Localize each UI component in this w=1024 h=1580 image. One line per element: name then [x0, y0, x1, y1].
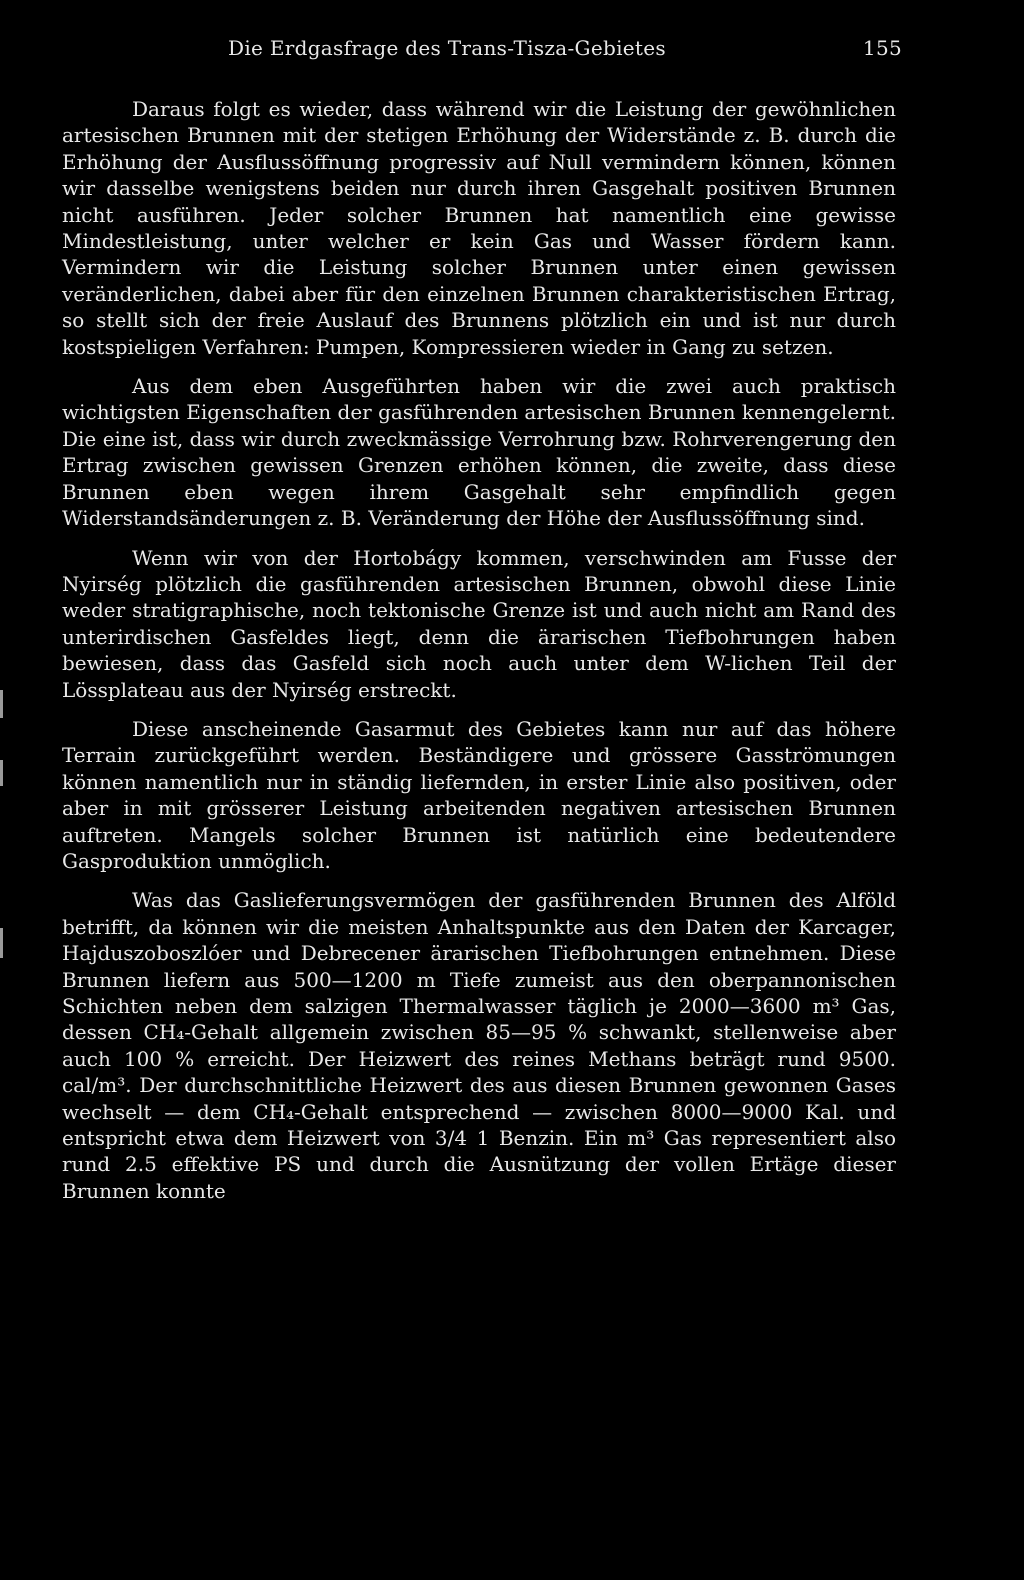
page-header	[212, 36, 902, 66]
running-title: Die Erdgasfrage des Trans-Tisza-Gebietes	[228, 36, 666, 60]
paragraph: Daraus folgt es wieder, dass während wir die Leistung der gewöhnlichen artesischen Brunnen mit der stetigen Erhöhung der Widerstände z. B. durch die Erhöhung der Ausflussöffnung progressiv auf Null vermindern können, können wir dasselbe wenigstens beiden nur durch ihren Gasgehalt positiven Brunnen nicht ausführen. Jeder solcher Brunnen hat namentlich eine gewisse Mindestleistung, unter welcher er kein Gas und Wasser fördern kann. Vermindern wir die Leistung solcher Brunnen unter einen gewissen veränderlichen, dabei aber für den einzelnen Brunnen charakteristischen Ertrag, so stellt sich der freie Auslauf des Brunnens plötzlich ein und ist nur durch kostspieligen Verfahren: Pumpen, Kompressieren wieder in Gang zu setzen.	[62, 97, 896, 359]
paragraph: Wenn wir von der Hortobágy kommen, verschwinden am Fusse der Nyirség plötzlich die gasführenden artesischen Brunnen, obwohl diese Linie weder stratigraphische, noch tektonische Grenze ist und auch nicht am Rand des unterirdischen Gasfeldes liegt, denn die ärarischen Tiefbohrungen haben bewiesen, dass das Gasfeld sich noch auch unter dem W-lichen Teil der Lössplateau aus der Nyirség erstreckt.	[62, 545, 896, 702]
page-number: 155	[862, 36, 902, 60]
paragraph: Was das Gaslieferungsvermögen der gasführenden Brunnen des Alföld betrifft, da können wir die meisten Anhaltspunkte aus den Daten der Karcager, Hajduszoboszlóer und Debrecener ärarischen Tiefbohrungen entnehmen. Diese Brunnen liefern aus 500—1200 m Tiefe zumeist aus den oberpannonischen Schichten neben dem salzigen Thermalwasser täglich je 2000—3600 m³ Gas, dessen CH₄-Gehalt allgemein zwischen 85—95 % schwankt, stellenweise aber auch 100 % erreicht. Der Heizwert des reines Methans beträgt rund 9500. cal/m³. Der durchschnittliche Heizwert des aus diesen Brunnen gewonnen Gases wechselt — dem CH₄-Gehalt entsprechend — zwischen 8000—9000 Kal. und entspricht etwa dem Heizwert von 3/4 1 Benzin. Ein m³ Gas representiert also rund 2.5 effektive PS und durch die Ausnützung der vollen Ertäge dieser Brunnen konnte	[62, 888, 896, 1203]
margin-mark	[0, 690, 3, 718]
paragraph: Aus dem eben Ausgeführten haben wir die zwei auch praktisch wichtigsten Eigenschaften der gasführenden artesischen Brunnen kennengelernt. Die eine ist, dass wir durch zweckmässige Verrohrung bzw. Rohrverengerung den Ertrag zwischen gewissen Grenzen erhöhen können, die zweite, dass diese Brunnen eben wegen ihrem Gasgehalt sehr empfindlich gegen Widerstandsänderungen z. B. Veränderung der Höhe der Ausflussöffnung sind.	[62, 374, 896, 531]
paragraph: Diese anscheinende Gasarmut des Gebietes kann nur auf das höhere Terrain zurückgeführt werden. Beständigere und grössere Gasströmungen können namentlich nur in ständig liefernden, in erster Linie also positiven, oder aber in mit grösserer Leistung arbeitenden negativen artesischen Brunnen auftreten. Mangels solcher Brunnen ist natürlich eine bedeutendere Gasproduktion unmöglich.	[62, 716, 896, 873]
margin-mark	[0, 760, 3, 786]
margin-mark	[0, 928, 3, 958]
body-text	[62, 96, 896, 1217]
